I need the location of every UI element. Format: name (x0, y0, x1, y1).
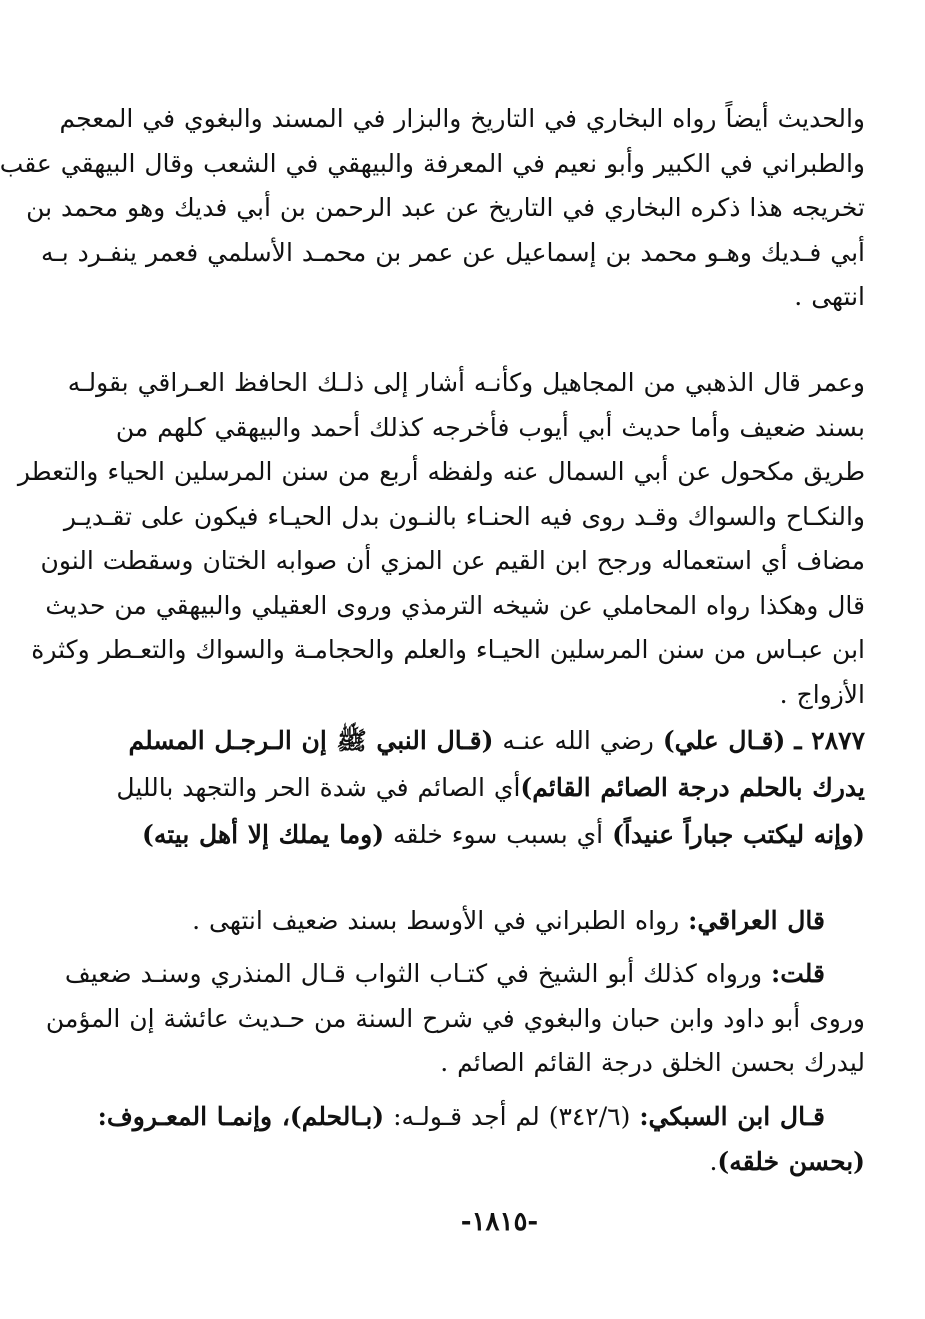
paragraph-dhahabi-comment (17, 361, 865, 717)
hadith-line (134, 811, 865, 858)
hadith-commentary: رضي الله عنـه (502, 726, 654, 755)
text-line: والنكـاح والسواك وقـد روى فيه الحنـاء بالنـون بدل الحيـاء فيكون على تقـديـر (63, 501, 865, 531)
text-line (64, 952, 865, 997)
text-line (97, 1095, 865, 1140)
subki-quote: (بحسن خلقه) (717, 1146, 865, 1176)
text-line: وعمر قال الذهبي من المجاهيل وكأنـه أشار إلى ذلـك الحافظ العـراقي بقولـه (67, 368, 865, 397)
text-line: وروى أبو داود وابن حبان والبغوي في شرح السنة من حـديث عائشة إن المؤمن (45, 1003, 865, 1033)
text-line: انتهى . (794, 282, 865, 311)
qultu-label: قلت: (770, 959, 825, 988)
text-line: مضاف أي استعماله ورجح ابن القيم عن المزي أن صوابه الختان وسقطت النون (40, 546, 865, 575)
hadith-text: (وإنه ليكتب جباراً عنيداً) (612, 820, 865, 849)
text-line: تخريجه هذا ذكره البخاري في التاريخ عن عبد الرحمن بن أبي فديك وهو محمد بن (26, 193, 865, 222)
text-line: ليدرك بحسن الخلق درجة القائم الصائم . (440, 1048, 865, 1077)
text-line: أبي فـديك وهـو محمد بن إسماعيل عن عمر بن محمـد الأسلمي فعمر ينفـرد بـه (40, 237, 865, 267)
subki-quote: (بـالحلم)، وإنمـا المعـروف: (97, 1102, 385, 1131)
hadith-text: (قـال النبي ﷺ إن الـرجـل المسلم (128, 726, 494, 755)
text-line: والحديث أيضاً رواه البخاري في التاريخ والبزار في المسند والبغوي في المعجم (59, 104, 865, 133)
hadith-line (116, 764, 865, 811)
hadith-commentary: أي الصائم في شدة الحر والتجهد بالليل (116, 773, 521, 802)
paragraph-hadith-sources (0, 97, 865, 320)
subki-end: . (709, 1146, 718, 1176)
paragraph-subki (97, 1095, 865, 1184)
subki-text: لم أجد قـولـه: (393, 1102, 540, 1131)
narrator: (قـال علي) (662, 726, 786, 755)
hadith-number: ٢٨٧٧ ـ (794, 726, 865, 755)
hadith-commentary: أي بسبب سوء خلقه (393, 820, 604, 849)
hadith-text: (وما يملك إلا أهل بيته) (142, 820, 385, 849)
text-line: الأزواج . (779, 679, 865, 709)
paragraph-iraqi (134, 899, 825, 944)
text-line: قال وهكذا رواه المحاملي عن شيخه الترمذي وروى العقيلي والبيهقي من حديث (45, 590, 865, 620)
text-line (134, 1140, 865, 1185)
subki-label: قـال ابن السبكي: (639, 1102, 825, 1131)
text-line: ابن عبـاس من سنن المرسلين الحيـاء والعلم والحجامـة والسواك والتعـطر وكثرة (31, 635, 865, 664)
subki-ref: (٣٤٢/٦) (548, 1102, 631, 1131)
page-number: -١٨١٥- (460, 1207, 539, 1237)
hadith-text: يدرك بالحلم درجة الصائم القائم) (520, 773, 865, 802)
iraqi-text: رواه الطبراني في الأوسط بسند ضعيف انتهى . (192, 906, 680, 935)
qultu-text: ورواه كذلك أبو الشيخ في كتـاب الثواب قـال المنذري وسنـد ضعيف (64, 959, 763, 988)
hadith-line (128, 717, 865, 764)
iraqi-label: قال العراقي: (688, 906, 825, 935)
hadith-entry (116, 717, 865, 858)
book-page (0, 95, 865, 1259)
paragraph-qultu (45, 952, 865, 1086)
text-line (134, 899, 825, 944)
text-line: بسند ضعيف وأما حديث أبي أيوب فأخرجه كذلك أحمد والبيهقي كلهم من (115, 412, 865, 442)
text-line: طريق مكحول عن أبي السمال عنه ولفظه أربع من سنن المرسلين الحياء والتعطر (17, 457, 865, 486)
text-line: والطبراني في الكبير وأبو نعيم في المعرفة والبيهقي في الشعب وقال البيهقي عقب (0, 148, 865, 178)
